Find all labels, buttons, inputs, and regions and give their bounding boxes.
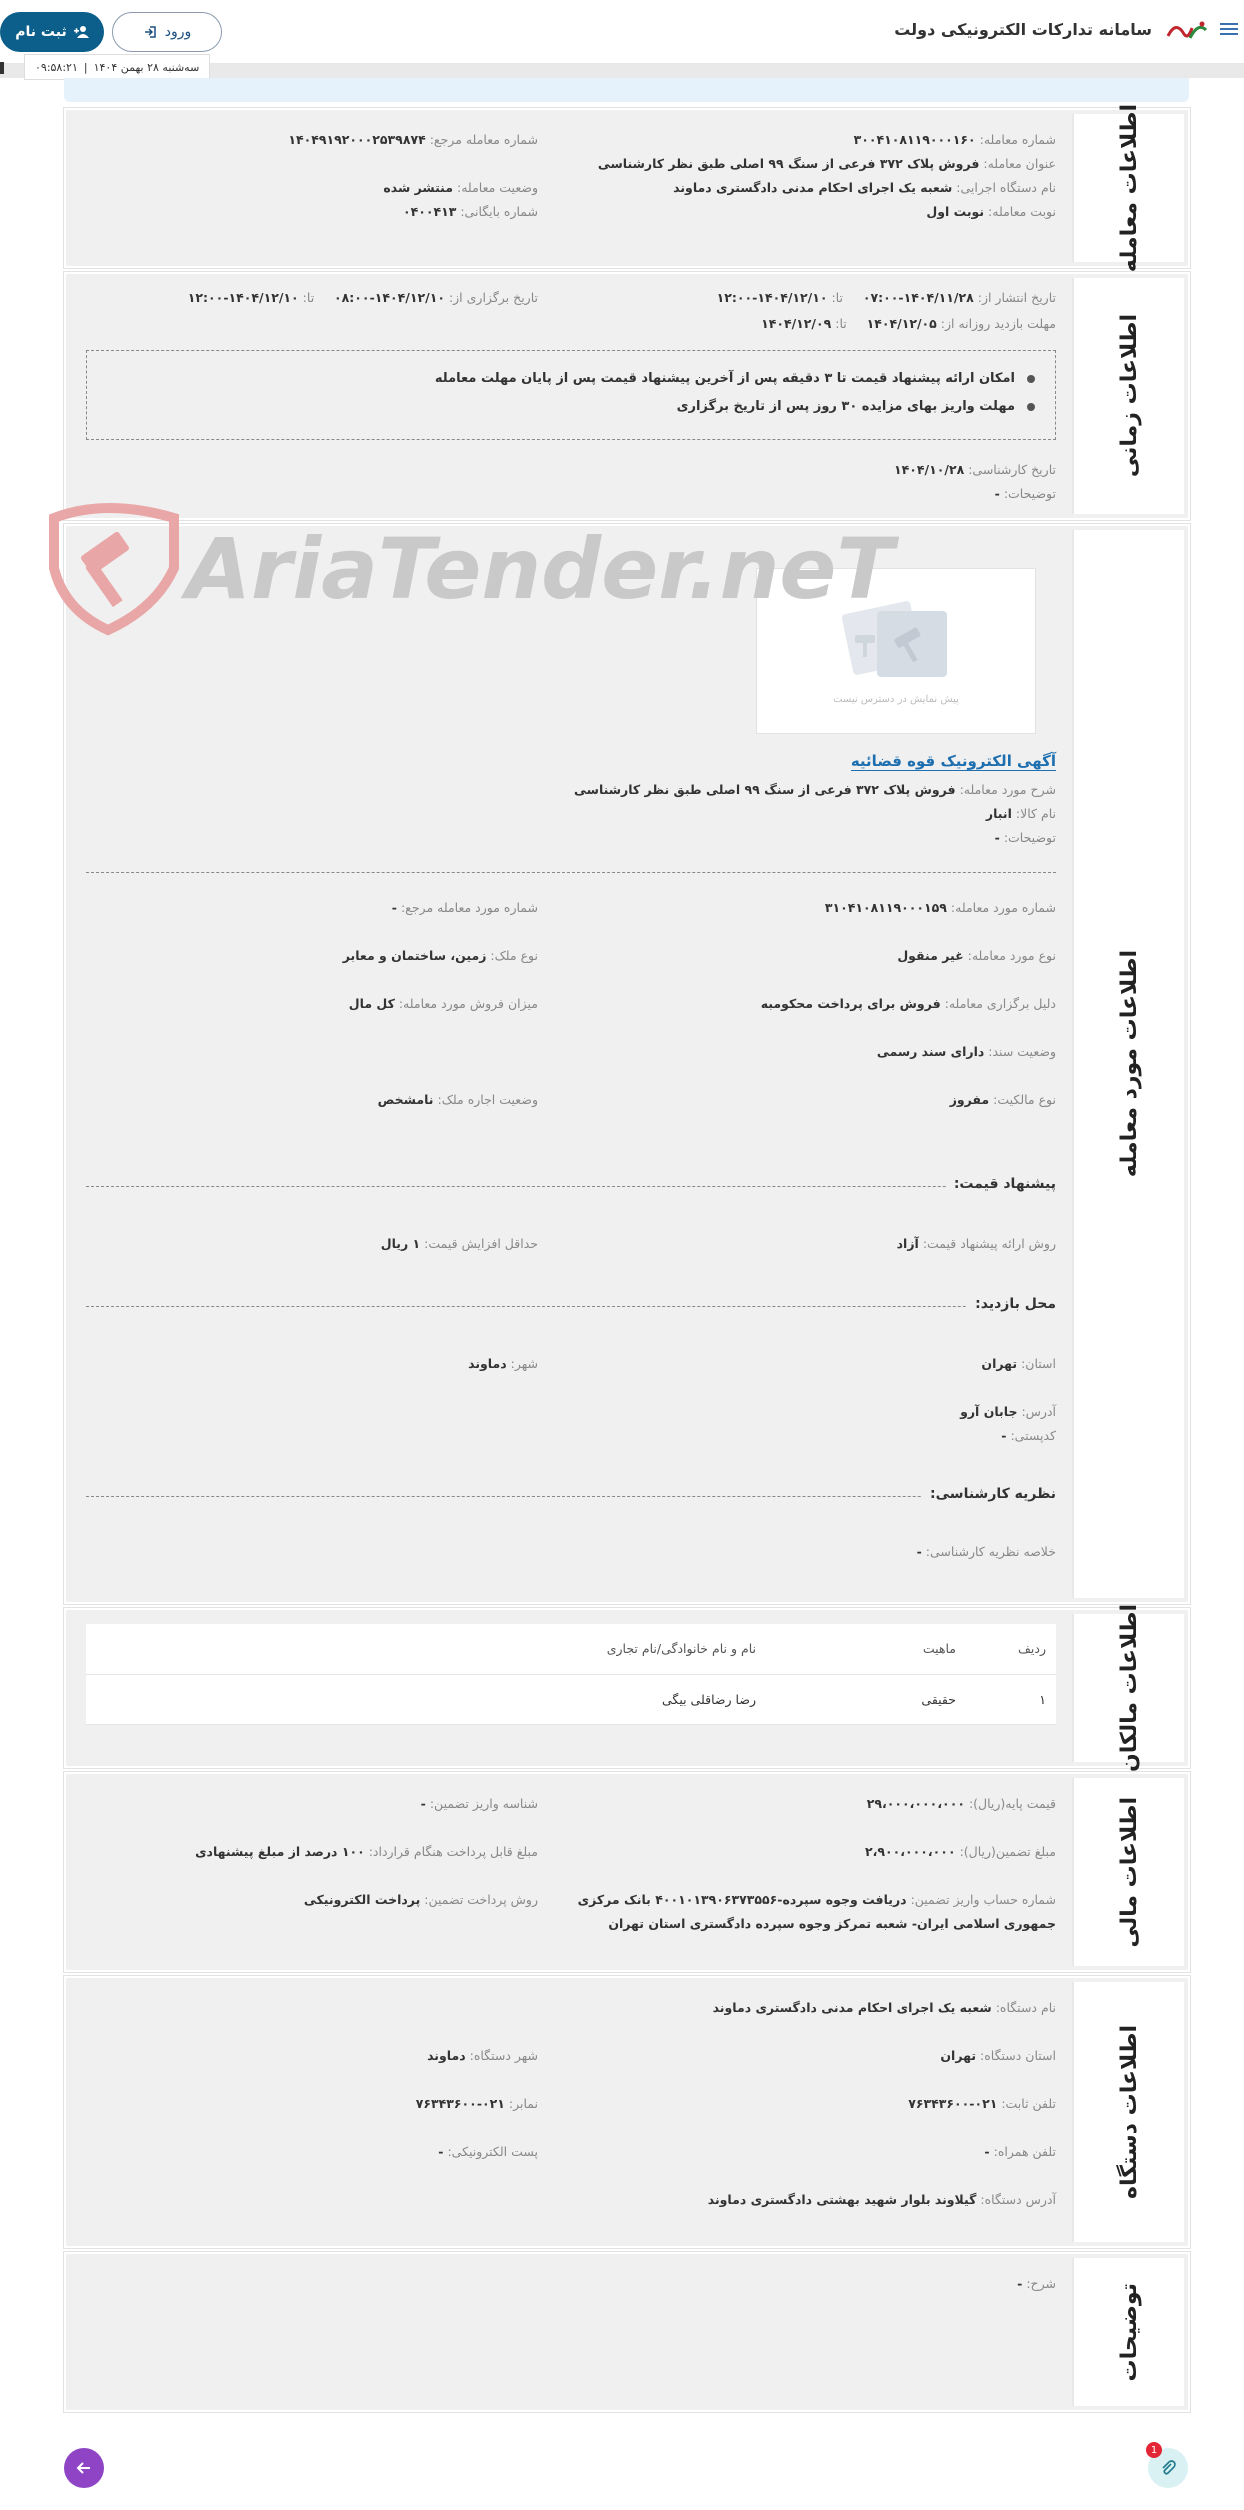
org-phone-field: تلفن ثابت: ۰۲۱-۷۶۳۴۳۶۰۰ xyxy=(908,2096,1056,2111)
description-side xyxy=(1072,2258,1184,2406)
col-name-header: نام و نام خانوادگی/نام تجاری xyxy=(86,1624,766,1674)
account-bank-field: جمهوری اسلامی ایران- شعبه تمرکز وجوه سپرده دادگستری استان تهران xyxy=(608,1916,1056,1931)
item-info-section xyxy=(64,524,1190,1604)
visit-date-field: مهلت بازدید روزانه از: ۱۴۰۴/۱۲/۰۵ تا: ۱۴۰۴/۱۲/۰۹ xyxy=(761,316,1056,331)
goods-name-field: نام کالا: انبار xyxy=(985,806,1056,821)
deal-status-field: وضعیت معامله: منتشر شده xyxy=(383,180,538,195)
time-text: ۰۹:۵۸:۲۱ xyxy=(35,60,78,74)
org-city-field: شهر دستگاه: دماوند xyxy=(427,2048,538,2063)
deposit-id-field: شناسه واریز تضمین: - xyxy=(420,1796,538,1811)
setad-logo[interactable] xyxy=(1162,16,1210,48)
date-separator: | xyxy=(83,60,88,74)
org-mobile-field: تلفن همراه: - xyxy=(984,2144,1056,2159)
base-price-field: قیمت پایه(ریال): ۲۹،۰۰۰،۰۰۰،۰۰۰ xyxy=(866,1796,1056,1811)
lease-status-field: وضعیت اجاره ملک: نامشخص xyxy=(377,1092,538,1107)
table-row xyxy=(86,1674,1056,1724)
deal-info-section xyxy=(64,103,1190,273)
payable-amount-field: مبلغ قابل پرداخت هنگام قرارداد: ۱۰۰ درصد از مبلغ پیشنهادی xyxy=(195,1844,538,1859)
description-field: شرح: - xyxy=(1017,2276,1056,2291)
executor-field: نام دستگاه اجرایی: شعبه یک اجرای احکام مدنی دادگستری دماوند xyxy=(673,180,1056,195)
deal-info-side xyxy=(1072,103,1184,273)
info-strip xyxy=(64,78,1189,102)
col-type-header: ماهیت xyxy=(766,1624,966,1674)
expert-summary-field: خلاصه نظریه کارشناسی: - xyxy=(916,1544,1056,1559)
attachments-count-badge: 1 xyxy=(1146,2442,1162,2458)
visit-place-heading: محل بازدید: xyxy=(967,1296,1056,1312)
account-number-field: شماره حساب واریز تضمین: دریافت وجوه سپرده-۴۰۰۱۰۱۳۹۰۶۳۷۳۵۵۶ بانک مرکزی xyxy=(577,1892,1056,1907)
org-name-field: نام دستگاه: شعبه یک اجرای احکام مدنی دادگستری دماوند xyxy=(712,2000,1056,2015)
min-increase-field: حداقل افزایش قیمت: ۱ ریال xyxy=(380,1236,538,1251)
city-field: شهر: دماوند xyxy=(468,1356,538,1371)
bullet-icon xyxy=(1027,403,1035,411)
address-field: آدرس: جابان آرو xyxy=(960,1404,1056,1419)
time-info-side xyxy=(1072,278,1184,514)
sale-amount-field: میزان فروش مورد معامله: کل مال xyxy=(348,996,538,1011)
org-province-field: استان دستگاه: تهران xyxy=(940,2048,1056,2063)
item-type-field: نوع مورد معامله: غیر منقول xyxy=(897,948,1056,963)
archive-number-field: شماره بایگانی: ۰۴۰۰۴۱۳ xyxy=(402,204,538,219)
org-info-side xyxy=(1072,1982,1184,2242)
item-number-field: شماره مورد معامله: ۳۱۰۴۱۰۸۱۱۹۰۰۰۱۵۹ xyxy=(824,900,1056,915)
property-type-field: نوع ملک: زمین، ساختمان و معابر xyxy=(342,948,538,963)
deal-round-field: نوبت معامله: نوبت اول xyxy=(926,204,1056,219)
description-title: توضیحات xyxy=(1116,2282,1142,2382)
date-box xyxy=(24,54,210,80)
owners-section xyxy=(64,1604,1190,1772)
item-info-title: اطلاعات مورد معامله xyxy=(1116,950,1142,1178)
register-label: ثبت نام xyxy=(15,24,67,40)
owners-table xyxy=(86,1624,1056,1725)
expert-opinion-heading: نظریه کارشناسی: xyxy=(922,1486,1056,1502)
org-info-title: اطلاعات دستگاه xyxy=(1116,2025,1142,2199)
divider xyxy=(86,1306,1056,1307)
login-button[interactable] xyxy=(112,12,222,52)
divider xyxy=(86,1496,1056,1497)
deal-info-title: اطلاعات معامله xyxy=(1116,103,1142,273)
date-text: سه‌شنبه ۲۸ بهمن ۱۴۰۴ xyxy=(93,60,200,74)
watermark-text: AriaTender.neT xyxy=(186,520,894,618)
back-button[interactable] xyxy=(64,2448,104,2488)
postal-code-field: کدپستی: - xyxy=(1001,1428,1056,1443)
description-section xyxy=(64,2252,1190,2412)
ref-item-field: شماره مورد معامله مرجع: - xyxy=(391,900,538,915)
ref-number-field: شماره معامله مرجع: ۱۴۰۴۹۱۹۲۰۰۰۲۵۳۹۸۷۴ xyxy=(288,132,538,147)
item-info-side xyxy=(1072,530,1184,1598)
owners-title: اطلاعات مالکان xyxy=(1116,1604,1142,1772)
login-label: ورود xyxy=(164,24,192,40)
time-info-title: اطلاعات زمانی xyxy=(1116,314,1142,478)
register-button[interactable] xyxy=(0,12,104,52)
financial-title: اطلاعات مالی xyxy=(1116,1796,1142,1948)
cell-row-number: ۱ xyxy=(966,1674,1056,1724)
image-caption: پیش نمایش در دسترس نیست xyxy=(833,694,959,705)
hamburger-menu-icon[interactable] xyxy=(1220,20,1238,40)
deal-number-field: شماره معامله: ۳۰۰۴۱۰۸۱۱۹۰۰۰۱۶۰ xyxy=(853,132,1056,147)
payment-method-field: روش پرداخت تضمین: پرداخت الکترونیکی xyxy=(303,1892,538,1907)
org-info-section xyxy=(64,1976,1190,2248)
publish-date-field: تاریخ انتشار از: ۱۴۰۴/۱۱/۲۸-۰۷:۰۰ تا: ۱۴۰۴/۱۲/۱۰-۱۲:۰۰ xyxy=(716,290,1056,305)
ariatender-watermark xyxy=(46,498,894,638)
org-address-field: آدرس دستگاه: گیلاوند بلوار شهید بهشتی دادگستری دماوند xyxy=(707,2192,1056,2207)
col-row-header: ردیف xyxy=(966,1624,1056,1674)
item-notes-field: توضیحات: - xyxy=(994,830,1056,845)
ownership-field: نوع مالکیت: مفروز xyxy=(949,1092,1056,1107)
expert-date-field: تاریخ کارشناسی: ۱۴۰۴/۱۰/۲۸ xyxy=(894,462,1056,477)
time-desc-field: توضیحات: - xyxy=(994,486,1056,501)
province-field: استان: تهران xyxy=(981,1356,1056,1371)
divider xyxy=(86,872,1056,873)
table-header-row xyxy=(86,1624,1056,1674)
side-toggle-icon[interactable] xyxy=(0,62,4,74)
login-icon xyxy=(143,25,157,39)
user-plus-icon xyxy=(73,25,89,39)
financial-side xyxy=(1072,1778,1184,1966)
time-info-section xyxy=(64,272,1190,520)
guarantee-amount-field: مبلغ تضمین(ریال): ۲،۹۰۰،۰۰۰،۰۰۰ xyxy=(865,1844,1056,1859)
reason-field: دلیل برگزاری معامله: فروش برای پرداخت محکومبه xyxy=(760,996,1056,1011)
cell-owner-name: رضا رضاقلی بیگی xyxy=(86,1674,766,1724)
cell-owner-type: حقیقی xyxy=(766,1674,966,1724)
price-offer-heading: پیشنهاد قیمت: xyxy=(946,1176,1056,1192)
app-title: سامانه تدارکات الکترونیکی دولت xyxy=(894,20,1152,39)
bullet-icon xyxy=(1027,375,1035,383)
owners-side xyxy=(1072,1604,1184,1772)
note-item: مهلت واریز بهای مزایده ۳۰ روز پس از تاریخ برگزاری xyxy=(677,399,1035,414)
paperclip-icon xyxy=(1159,2459,1177,2477)
note-item: امکان ارائه پیشنهاد قیمت تا ۳ دقیقه پس از آخرین پیشنهاد قیمت پس از پایان مهلت معامله xyxy=(435,371,1035,386)
org-fax-field: نمابر: ۰۲۱-۷۶۳۴۳۶۰۰ xyxy=(415,2096,538,2111)
arrow-left-icon xyxy=(75,2459,93,2477)
judiciary-ad-link[interactable]: آگهی الکترونیک قوه قضائیه xyxy=(850,752,1056,770)
offer-method-field: روش ارائه پیشنهاد قیمت: آزاد xyxy=(896,1236,1056,1251)
doc-status-field: وضعیت سند: دارای سند رسمی xyxy=(876,1044,1056,1059)
divider xyxy=(86,1186,1056,1187)
financial-section xyxy=(64,1772,1190,1972)
notes-box xyxy=(86,350,1056,440)
item-desc-field: شرح مورد معامله: فروش پلاک ۳۷۲ فرعی از سنگ ۹۹ اصلی طبق نظر کارشناسی xyxy=(574,782,1056,797)
hold-date-field: تاریخ برگزاری از: ۱۴۰۴/۱۲/۱۰-۰۸:۰۰ تا: ۱۴۰۴/۱۲/۱۰-۱۲:۰۰ xyxy=(187,290,538,305)
org-email-field: پست الکترونیکی: - xyxy=(438,2144,538,2159)
deal-subject-field: عنوان معامله: فروش پلاک ۳۷۲ فرعی از سنگ ۹۹ اصلی طبق نظر کارشناسی xyxy=(597,156,1056,171)
